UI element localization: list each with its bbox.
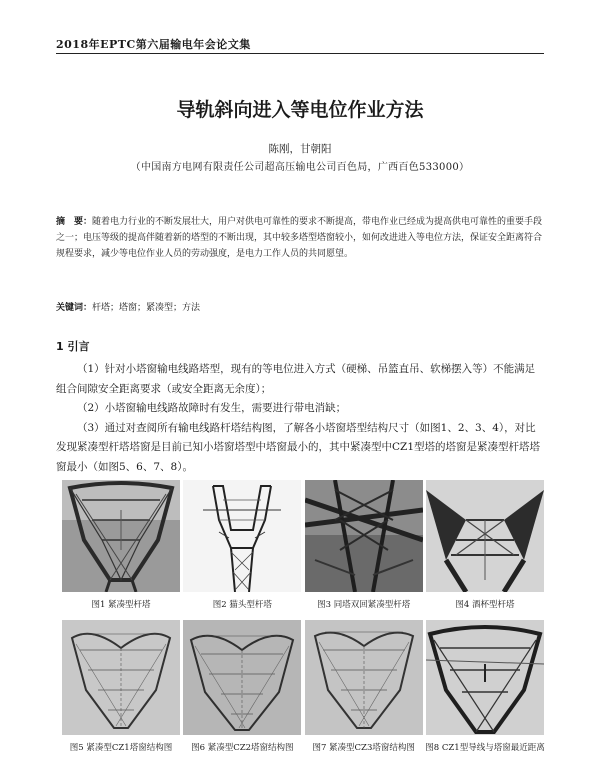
figure-caption: 图7 紧凑型CZ3塔窗结构图 [312,743,415,753]
figure-row-2 [62,620,544,753]
figure-caption: 图1 紧凑型杆塔 [91,600,151,610]
body-text [56,360,544,477]
paragraph: （1）针对小塔窗输电线路塔型，现有的等电位进入方式（硬梯、吊篮直吊、软梯摆入等）不能满足组合间隙安全距离要求（或安全距离无余度）； [56,363,536,395]
abstract-text: 随着电力行业的不断发展壮大，用户对供电可靠性的要求不断提高，带电作业已经成为提高供电可靠性的重要手段之一；电压等级的提高伴随着新的塔型的不断出现，其中较多塔型塔窗较小，如何改进进入等电位方法，保证安全距离符合规程要求，减少等电位作业人员的劳动强度，是电力工作人员的共同愿望。 [56,217,543,259]
section-title: 1 引言 [56,340,90,353]
cat-head-tower-photo [183,480,301,592]
cz1-conductor-clearance-photo [426,620,544,735]
figure-caption: 图2 猫头型杆塔 [212,600,272,610]
affiliation: （中国南方电网有限责任公司超高压输电公司百色局，广西百色533000） [130,162,470,173]
running-head: 2018年EPTC第六届输电年会论文集 [56,38,251,51]
keywords [56,300,544,313]
paper-title: 导轨斜向进入等电位作业方法 [176,99,424,121]
figure-caption: 图3 同塔双回紧凑型杆塔 [317,600,411,610]
figure-6 [183,620,301,753]
double-circuit-tower-photo [305,480,423,592]
figure-3 [305,480,423,610]
authors: 陈刚，甘朝阳 [268,143,332,155]
figure-5 [62,620,180,753]
header-rule [56,53,544,54]
cz3-window-drawing [305,620,423,735]
figure-2 [183,480,301,610]
paragraph: （3）通过对查阅所有输电线路杆塔结构图，了解各小塔窗塔型结构尺寸（如图1、2、3、4），对比发现紧凑型杆塔塔窗是目前已知小塔窗塔型中塔窗最小的，其中紧凑型中CZ1型塔的塔窗是紧凑型杆塔塔窗最小（如图5、6、7、8）。 [56,421,541,473]
figure-1 [62,480,180,610]
wine-cup-tower-photo [426,480,544,592]
keywords-label: 关键词： [56,303,93,313]
figure-caption: 图6 紧凑型CZ2塔窗结构图 [191,743,294,753]
figure-row-1 [62,480,544,610]
figure-caption: 图5 紧凑型CZ1塔窗结构图 [69,743,173,753]
figure-caption: 图8 CZ1型导线与塔窗最近距离 [425,743,545,753]
figure-8 [426,620,544,753]
compact-tower-photo [62,480,180,592]
figure-7 [305,620,423,753]
cz1-window-drawing [62,620,180,735]
abstract-label: 摘 要： [56,217,93,227]
cz2-window-drawing [183,620,301,735]
figure-caption: 图4 酒杯型杆塔 [455,600,515,610]
abstract [56,214,544,262]
keywords-text: 杆塔；塔窗；紧凑型；方法 [92,303,201,313]
paragraph: （2）小塔窗输电线路故障时有发生，需要进行带电消缺； [77,402,347,414]
figure-4 [426,480,544,610]
